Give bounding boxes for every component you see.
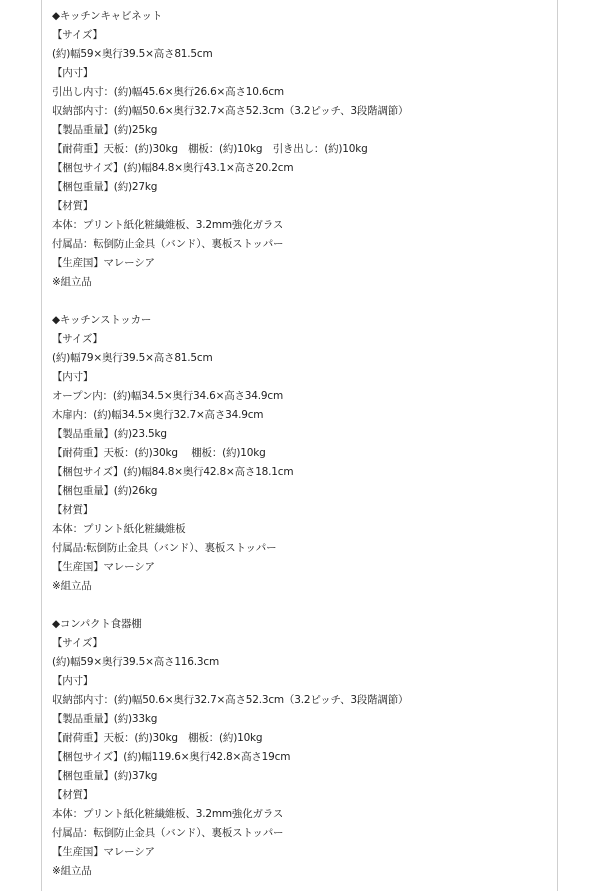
- spec-line: 付属品:転倒防止金具（バンド）、裏板ストッパー: [52, 542, 277, 554]
- section-kitchen-stocker: [52, 311, 552, 596]
- spec-line: 引出し内寸：(約)幅45.6×奥行26.6×高さ10.6cm: [52, 86, 284, 98]
- section-title: ◆キッチンストッカー: [52, 314, 152, 326]
- spec-line: 【梱包重量】(約)37kg: [52, 770, 158, 782]
- spec-line: ※組立品: [52, 580, 92, 592]
- spec-line: 【耐荷重】天板：(約)30kg 棚板：(約)10kg 引き出し：(約)10kg: [52, 143, 368, 155]
- spec-line: 【内寸】: [52, 675, 94, 687]
- spec-line: オープン内：(約)幅34.5×奥行34.6×高さ34.9cm: [52, 390, 283, 402]
- section-kitchen-cabinet: [52, 7, 552, 292]
- spec-line: 【サイズ】: [52, 637, 103, 649]
- spec-line: 【梱包重量】(約)27kg: [52, 181, 158, 193]
- spec-line: 【材質】: [52, 504, 94, 516]
- spec-line: 【製品重量】(約)23.5kg: [52, 428, 167, 440]
- spec-line: 【生産国】マレーシア: [52, 561, 155, 573]
- spec-line: 【サイズ】: [52, 29, 103, 41]
- spec-line: 【内寸】: [52, 67, 94, 79]
- spec-line: 【梱包サイズ】(約)幅119.6×奥行42.8×高さ19cm: [52, 751, 291, 763]
- spec-line: 【耐荷重】天板：(約)30kg 棚板：(約)10kg: [52, 732, 263, 744]
- spec-line: 付属品：転倒防止金具（バンド）、裏板ストッパー: [52, 238, 284, 250]
- spec-list: [52, 7, 552, 881]
- spec-line: 収納部内寸：(約)幅50.6×奥行32.7×高さ52.3cm（3.2ピッチ、3段階調節）: [52, 105, 409, 117]
- spec-line: (約)幅59×奥行39.5×高さ116.3cm: [52, 656, 219, 668]
- spec-line: 【材質】: [52, 789, 94, 801]
- spec-line: ※組立品: [52, 276, 92, 288]
- section-compact-cupboard: [52, 615, 552, 881]
- spec-line: 【耐荷重】天板：(約)30kg 棚板：(約)10kg: [52, 447, 266, 459]
- spec-line: 【製品重量】(約)25kg: [52, 124, 158, 136]
- spec-line: 【内寸】: [52, 371, 94, 383]
- section-title: ◆コンパクト食器棚: [52, 618, 142, 630]
- spec-line: 【サイズ】: [52, 333, 103, 345]
- section-title: ◆キッチンキャビネット: [52, 10, 163, 22]
- spec-line: 本体：プリント紙化粧繊維板、3.2mm強化ガラス: [52, 808, 284, 820]
- spec-line: 本体：プリント紙化粧繊維板、3.2mm強化ガラス: [52, 219, 284, 231]
- spec-line: 【生産国】マレーシア: [52, 257, 155, 269]
- spec-line: 本体：プリント紙化粧繊維板: [52, 523, 186, 535]
- spec-line: 【材質】: [52, 200, 94, 212]
- spec-line: (約)幅59×奥行39.5×高さ81.5cm: [52, 48, 213, 60]
- spec-line: ※組立品: [52, 865, 92, 877]
- spec-line: 【梱包サイズ】(約)幅84.8×奥行42.8×高さ18.1cm: [52, 466, 294, 478]
- spec-line: (約)幅79×奥行39.5×高さ81.5cm: [52, 352, 213, 364]
- spec-line: 【梱包サイズ】(約)幅84.8×奥行43.1×高さ20.2cm: [52, 162, 294, 174]
- spec-line: 付属品：転倒防止金具（バンド）、裏板ストッパー: [52, 827, 284, 839]
- spec-line: 収納部内寸：(約)幅50.6×奥行32.7×高さ52.3cm（3.2ピッチ、3段階調節）: [52, 694, 409, 706]
- spec-line: 【製品重量】(約)33kg: [52, 713, 158, 725]
- spec-line: 木扉内：(約)幅34.5×奥行32.7×高さ34.9cm: [52, 409, 264, 421]
- spec-line: 【生産国】マレーシア: [52, 846, 155, 858]
- spec-line: 【梱包重量】(約)26kg: [52, 485, 158, 497]
